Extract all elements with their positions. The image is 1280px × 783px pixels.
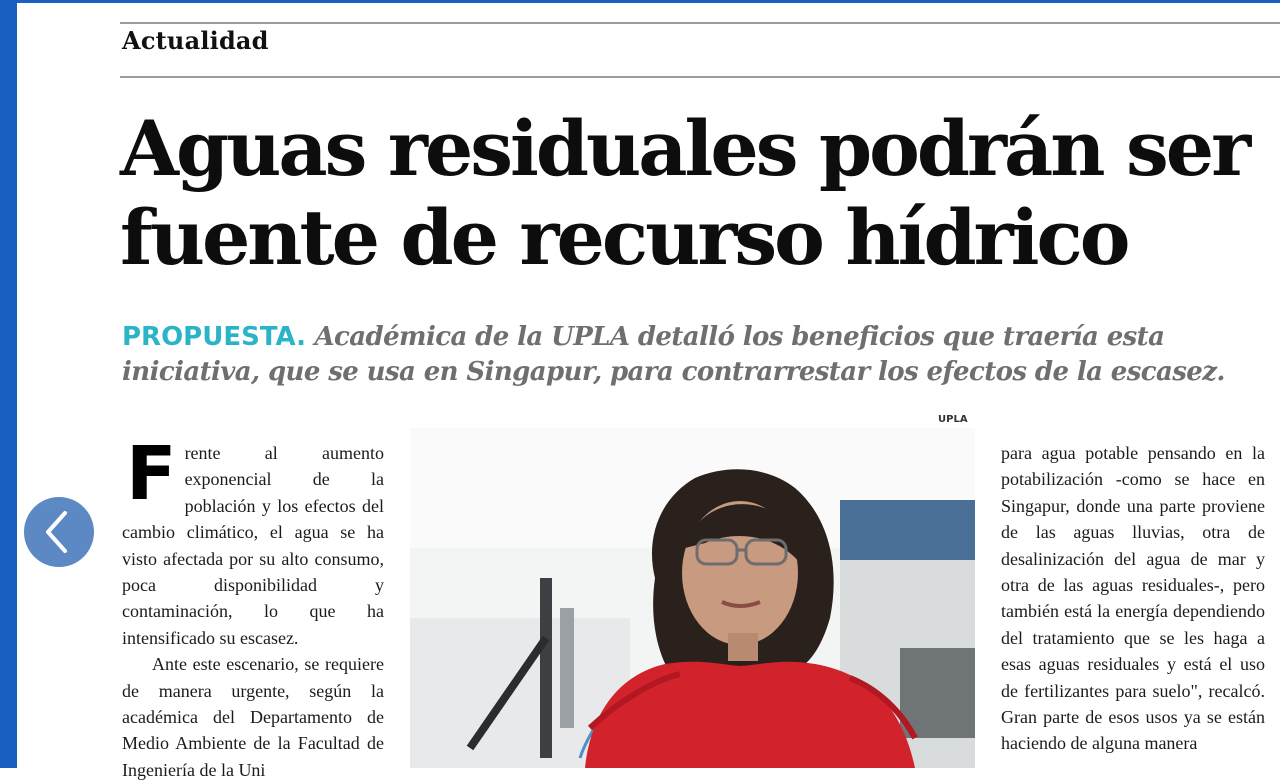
- column-3-paragraph: para agua potable pensando en la potabilización -como se hace en Singapur, donde una parte proviene de las aguas lluvias, otra de desalinización del agua de mar y otra de las aguas residuales-, pero también está la energía dependiendo del tratamiento que se les haga a esas aguas residuales y está el uso de fertilizantes para suelo", recalcó. Gran parte de esos usos ya se están haciendo de alguna manera: [1001, 443, 1265, 754]
- photo-credit: UPLA: [938, 414, 968, 425]
- chevron-left-icon: [24, 497, 94, 567]
- column-1-paragraph-1: rente al aumento exponencial de la población y los efectos del cambio climático, el agua se ha visto afectada por su alto consumo, poca disponibilidad y contaminación, lo que ha intensificado su escasez.: [122, 443, 384, 648]
- top-rule: [120, 22, 1280, 24]
- deck-line-2: iniciativa, que se usa en Singapur, para contrarrestar los efectos de la escasez.: [122, 357, 1225, 387]
- article-photo: [410, 428, 975, 768]
- article-column-3: [1001, 440, 1265, 757]
- viewer-left-border: [0, 0, 17, 768]
- drop-cap: F: [126, 431, 177, 517]
- headline-line-1: Aguas residuales podrán ser: [120, 104, 1249, 193]
- deck-line-1: Académica de la UPLA detalló los beneficios que traería esta: [314, 322, 1165, 352]
- headline: [120, 104, 1260, 282]
- section-rule: [120, 76, 1280, 78]
- column-1-paragraph-2: Ante este escenario, se requiere de manera urgente, según la académica del Departamento de Medio Ambiente de la Facultad de Ingeniería de la Uni: [122, 654, 384, 780]
- article-column-1: [122, 431, 384, 783]
- kicker: PROPUESTA.: [122, 322, 307, 352]
- section-label: Actualidad: [122, 26, 269, 55]
- viewer-top-border: [0, 0, 1280, 3]
- headline-line-2: fuente de recurso hídrico: [120, 193, 1128, 282]
- deck: [122, 320, 1242, 390]
- previous-page-button[interactable]: [24, 497, 94, 567]
